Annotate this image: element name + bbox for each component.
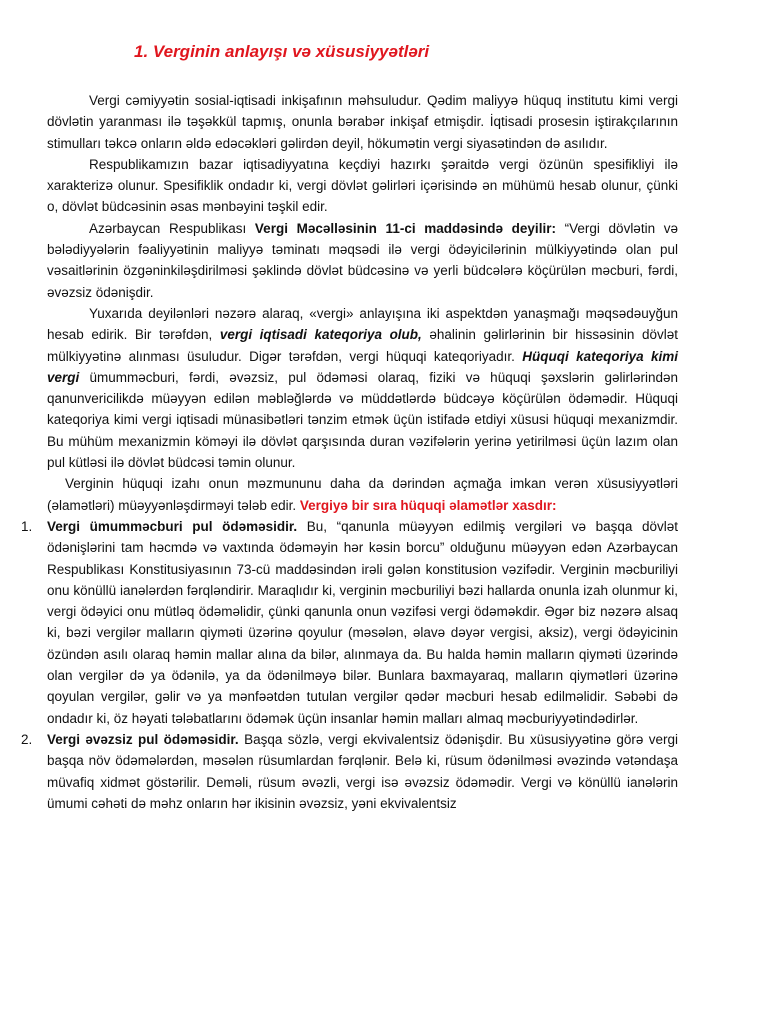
paragraph-4 (47, 303, 678, 473)
paragraph-3-intro: Azərbaycan Respublikası (89, 220, 255, 236)
list-item-lead: Vergi ümumməcburi pul ödəməsidir. (47, 518, 298, 534)
paragraph-5 (47, 473, 678, 516)
list-item (21, 729, 679, 814)
paragraph-4-part-a: Yuxarıda deyilənləri nəzərə alaraq, «vergi» anlayışına iki aspektdən yanaşmağı məqsədəuyğun hesab edirik. Bir tərəfdən, (47, 305, 678, 343)
list-item-lead: Vergi əvəzsiz pul ödəməsidir. (47, 731, 239, 747)
list-item-number: 2. (21, 731, 33, 747)
paragraph-3 (47, 218, 678, 303)
tax-features-list (21, 516, 679, 814)
paragraph-5-part-a: Verginin hüquqi izahı onun məzmununu daha da dərindən açmağa imkan verən xüsusiyyətləri (əlamətləri) müəyyənləşdirməyi tələb edir. (47, 476, 678, 513)
list-item (21, 516, 678, 729)
list-item-number: 1. (21, 518, 33, 534)
paragraph-4-part-c: əhalinin gəlirlərinin bir hissəsinin dövlət mülkiyyətinə alınması üsuludur. Digər tərəfdən, vergi hüquqi kateqoriyadır. (47, 327, 678, 364)
tax-code-reference: Vergi Məcəlləsinin 11-ci maddəsində deyilir: (254, 220, 556, 236)
list-item-text: Başqa sözlə, vergi ekvivalentsiz ödənişdir. Bu xüsusiyyətinə görə vergi başqa növ ödəmələrdən, məsələn rüsumlardan fərqlənir. Belə ki, rüsum ödənilməsi əvəzində vətəndaşa müvafiq xidmət göstərilir. Deməli, rüsum əvəzli, vergi isə əvəzsiz ödəmədir. Vergi və könüllü ianələrin ümumi cəhəti də məhz onların hər ikisinin əvəzsiz, yəni ekvivalentsiz (47, 731, 679, 811)
paragraph-4-part-e: ümumməcburi, fərdi, əvəzsiz, pul ödəməsi olaraq, fiziki və hüquqi şəxslərin gəlirlərindən qanunvericilikdə müəyyən edilən məbləğlərdə və müddətlərdə büdcəyə köçürülən ödəmədir. Hüquqi kateqoriya kimi vergi iqtisadi münasibətləri tənzim etmək üçün istifadə etdiyi xüsusi hüquqi mexanizmdir. Bu mühüm mexanizmin köməyi ilə dövlət qarşısında duran vəzifələrin yerinə yetirilməsi üçün lazım olan pul kütləsi ilə dövlət büdcəsi təmin olunur. (47, 369, 678, 471)
section-heading: 1. Verginin anlayışı və xüsusiyyətləri (134, 42, 430, 61)
economic-category-emphasis: vergi iqtisadi kateqoriya olub, (219, 327, 422, 343)
list-item-text: Bu, “qanunla müəyyən edilmiş vergiləri və başqa dövlət ödənişlərini tam həcmdə və vaxtında ödəməyin hər kəsin borcu” olduğunu müəyyən edən Azərbaycan Respublikası Konstitusiyasının 73-cü maddəsindən irəli gələn konstitusion vəzifədir. Verginin məcburiliyi onu könüllü ianələrdən fərqləndirir. Maraqlıdır ki, verginin məcburiliyi bəzi hallarda onunla izah olunmur ki, vergi ödəyici onu mütləq ödəməlidir, çünki qanunla onun vəzifəsi vergi ödəməkdir. Əgər biz nəzərə alsaq ki, bəzi vergilər malların qiyməti üzərinə qoyulur (məsələn, əlavə dəyər vergisi, aksiz), vergi ödəyicinin özündən asılı olaraq həmin mallar alına da bilər, alınmaya da. Bu halda həmin malların qiyməti üzərində olan vergilər də ya ödənilə, ya da ödənilməyə bilər. Bunlara baxmayaraq, malların qiymətləri üzərinə qoyulan vergilər, gəlir və ya mənfəətdən tutulan vergilər qədər məcburi hesab edilməlidir. Səbəbi də ondadır ki, öz həyati tələbatlarını ödəmək üçün insanlar həmin malları almaq məcburiyyətindədirlər. (47, 518, 678, 726)
legal-category-emphasis: Hüquqi kateqoriya kimi vergi (47, 348, 678, 385)
legal-features-highlight: Vergiyə bir sıra hüquqi əlamətlər xasdır: (299, 497, 557, 513)
tax-definition-quote: “Vergi dövlətin və bələdiyyələrin fəaliyyətinin maliyyə təminatı məqsədi ilə vergi ödəyicilərinin mülkiyyətində olan pul vəsaitlərinin özgəninkiləşdirilməsi şəklində dövlət büdcəsinə və yerli büdcələrə köçürülən məcburi, fərdi, əvəzsiz ödənişdir. (47, 220, 679, 300)
document-body (21, 90, 679, 814)
paragraph-1: Vergi cəmiyyətin sosial-iqtisadi inkişafının məhsuludur. Qədim maliyyə hüquq institutu kimi vergi dövlətin yaranması ilə təşəkkül tapmış, onunla bərabər inkişaf etmişdir. İqtisadi prosesin iştirakçılarının stimulları təkcə onların əldə edəcəkləri gəlirdən deyil, hökumətin vergi siyasətindən də asılıdır. (47, 93, 678, 151)
paragraph-2: Respublikamızın bazar iqtisadiyyatına keçdiyi hazırkı şəraitdə vergi özünün spesifikliyi ilə xarakterizə olunur. Spesifiklik ondadır ki, vergi dövlət gəlirləri içərisində ən mühümü hesab olunur, çünki o, dövlət büdcəsinin əsas mənbəyini təşkil edir. (47, 156, 678, 215)
